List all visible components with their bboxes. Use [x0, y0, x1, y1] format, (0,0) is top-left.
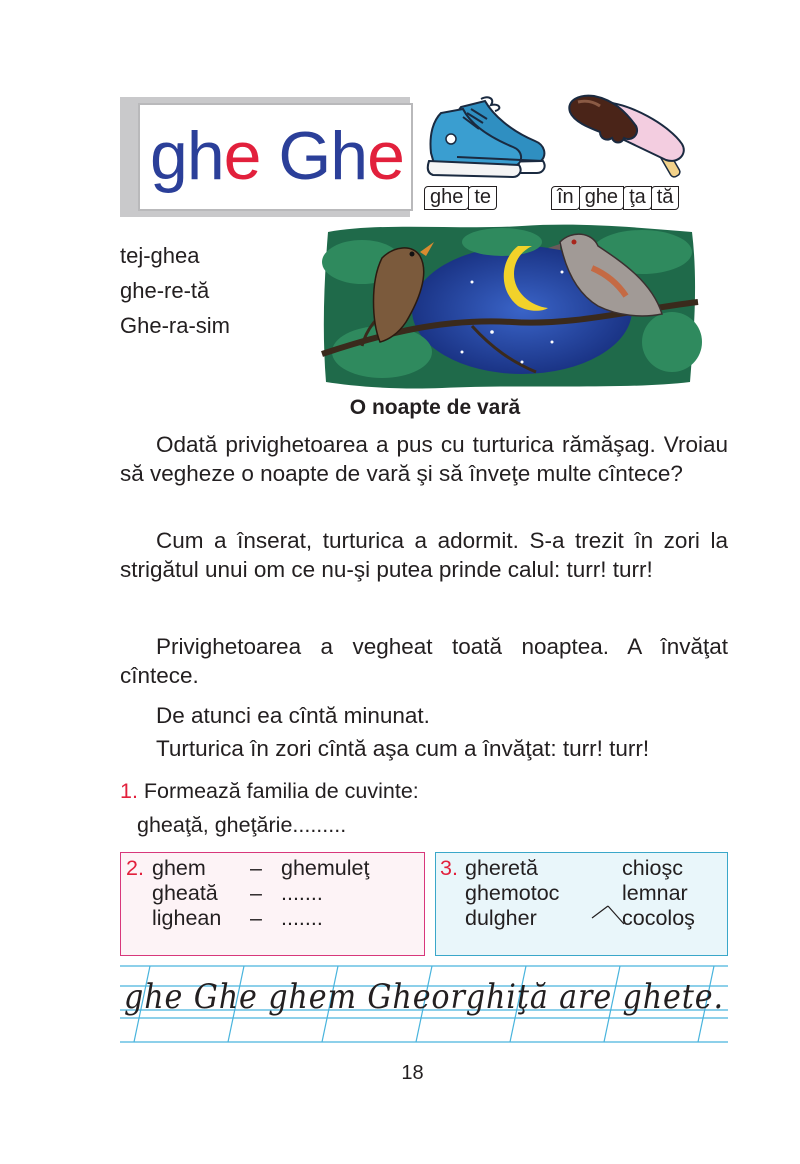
exercise-instruction: Formează familia de cuvinte: [143, 779, 419, 803]
exercise-3-left-word: dulgher [465, 906, 537, 930]
syllable-word: Ghe-ra-sim [120, 313, 231, 338]
word-inghetata-syllables [551, 186, 678, 210]
letter-heading [150, 118, 404, 194]
exercise-number: 3. [440, 856, 458, 880]
syllable-box: în [551, 186, 580, 210]
exercise-number: 1. [120, 779, 138, 803]
handwriting-sample: ghe Ghe ghem Gheorghiţă are ghete. [124, 977, 724, 1017]
syllable-box: tă [651, 186, 680, 210]
story-paragraph-text: Privighetoarea a vegheat toată noaptea. A învăţat cîntece. [120, 634, 728, 688]
letter-part: Gh [260, 118, 368, 194]
exercise-3-left-word: ghemotoc [465, 881, 560, 905]
page-number: 18 [401, 1062, 424, 1084]
matching-line [590, 896, 626, 926]
story-paragraph [120, 734, 728, 763]
story-paragraph-text: Cum a înserat, turturica a adormit. S-a trezit în zori la strigătul unui om ce nu-şi putea prinde calul: turr! turr! [120, 528, 728, 582]
story-paragraph-text: Odată privighetoarea a pus cu turturica rămăşag. Vroiau să vegheze o noapte de vară şi să înveţe multe cîntece? [120, 432, 728, 486]
sneakers-illustration [423, 95, 553, 181]
story-paragraph-text: De atunci ea cîntă minunat. [156, 703, 430, 728]
story-paragraph [120, 701, 728, 730]
exercise-2-answer: ....... [281, 881, 323, 905]
story-paragraph [120, 430, 728, 488]
ice-cream-illustration [560, 92, 700, 178]
exercise-2-word: gheată [152, 881, 218, 905]
letter-part: e [223, 118, 261, 194]
exercise-2-word: ghem [152, 856, 206, 880]
handwriting-lines [120, 962, 728, 1044]
exercise-2-answer: ghemuleţ [281, 856, 370, 880]
syllable-box: te [468, 186, 497, 210]
exercise-3-right-word: chioşc [622, 856, 683, 880]
story-paragraph [120, 632, 728, 690]
exercise-2-dash: – [250, 906, 262, 930]
syllable-box: ghe [579, 186, 624, 210]
night-birds-illustration [322, 222, 698, 390]
story-title: O noapte de vară [349, 396, 521, 419]
exercise-1-example: gheaţă, gheţărie......... [137, 813, 347, 837]
exercise-3-right-word: cocoloş [622, 906, 695, 930]
letter-part: e [367, 118, 404, 194]
exercise-3-left-word: gheretă [465, 856, 538, 880]
syllable-box: ghe [424, 186, 469, 210]
syllable-word: tej-ghea [120, 243, 200, 268]
exercise-number: 2. [126, 856, 144, 880]
exercise-2-dash: – [250, 856, 262, 880]
exercise-2-dash: – [250, 881, 262, 905]
exercise-2-word: lighean [152, 906, 222, 930]
letter-part: gh [150, 118, 224, 194]
exercise-1 [120, 778, 419, 804]
syllable-word: ghe-re-tă [120, 278, 210, 303]
syllable-box: ţa [623, 186, 652, 210]
story-paragraph [120, 526, 728, 584]
exercise-2-answer: ....... [281, 906, 323, 930]
story-paragraph-text: Turturica în zori cîntă aşa cum a învăţat: turr! turr! [156, 736, 650, 761]
exercise-3-right-word: lemnar [622, 881, 688, 905]
word-ghete-syllables [424, 186, 496, 210]
